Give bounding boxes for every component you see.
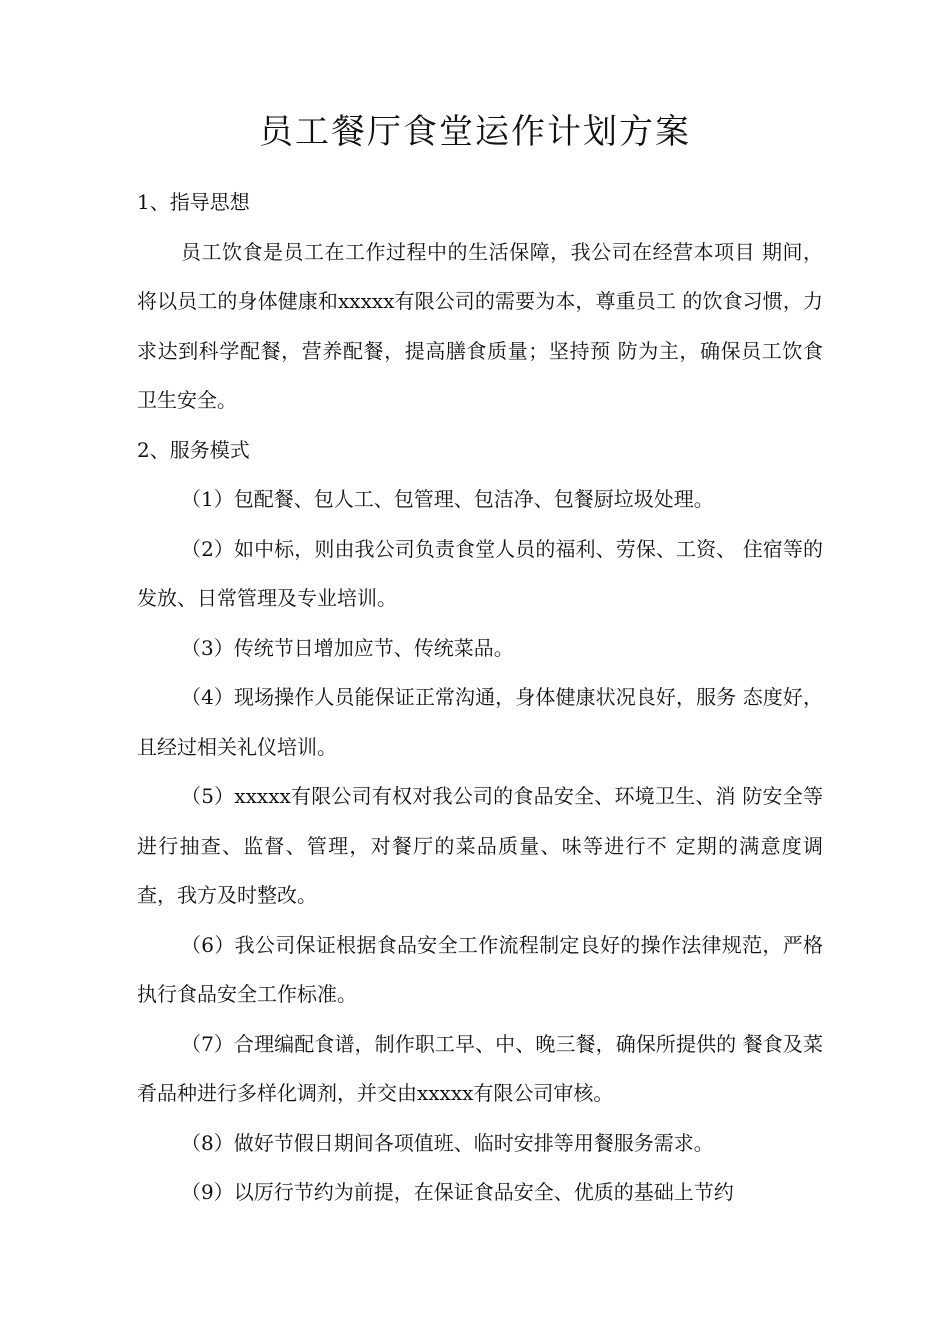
paragraph-service-item-7: （7）合理编配食谱，制作职工早、中、晚三餐，确保所提供的 餐食及菜肴品种进行多样化调剂，并交由xxxxx有限公司审核。: [137, 1031, 823, 1105]
paragraph-service-item-2: （2）如中标，则由我公司负责食堂人员的福利、劳保、工资、 住宿等的发放、日常管理及专业培训。: [137, 536, 823, 610]
paragraph-service-item-4: （4）现场操作人员能保证正常沟通，身体健康状况良好，服务 态度好，且经过相关礼仪培训。: [137, 685, 823, 759]
paragraph-service-item-1: （1）包配餐、包人工、包管理、包洁净、包餐厨垃圾处理。: [181, 487, 714, 511]
paragraph-service-item-5: （5）xxxxx有限公司有权对我公司的食品安全、环境卫生、消 防安全等进行抽查、监督、管理，对餐厅的菜品质量、味等进行不 定期的满意度调查，我方及时整改。: [137, 784, 823, 907]
document-title: 员工餐厅食堂运作计划方案: [259, 112, 691, 152]
section-heading-service-mode: 2、服务模式: [137, 437, 250, 462]
document-body: [137, 178, 823, 1218]
paragraph-service-item-9: （9）以厉行节约为前提，在保证食品安全、优质的基础上节约: [181, 1180, 734, 1204]
paragraph-service-item-8: （8）做好节假日期间各项值班、临时安排等用餐服务需求。: [181, 1130, 714, 1155]
section-heading-guiding-principle: 1、指导思想: [137, 190, 250, 214]
paragraph-guiding-principle: 员工饮食是员工在工作过程中的生活保障，我公司在经营本项目 期间，将以员工的身体健康和xxxxx有限公司的需要为本，尊重员工 的饮食习惯，力求达到科学配餐，营养配餐，提高膳食质量；坚持预 防为主，确保员工饮食卫生安全。: [137, 239, 823, 412]
paragraph-service-item-6: （6）我公司保证根据食品安全工作流程制定良好的操作法律规范，严格执行食品安全工作标准。: [137, 932, 823, 1006]
paragraph-service-item-3: （3）传统节日增加应节、传统菜品。: [181, 635, 514, 660]
